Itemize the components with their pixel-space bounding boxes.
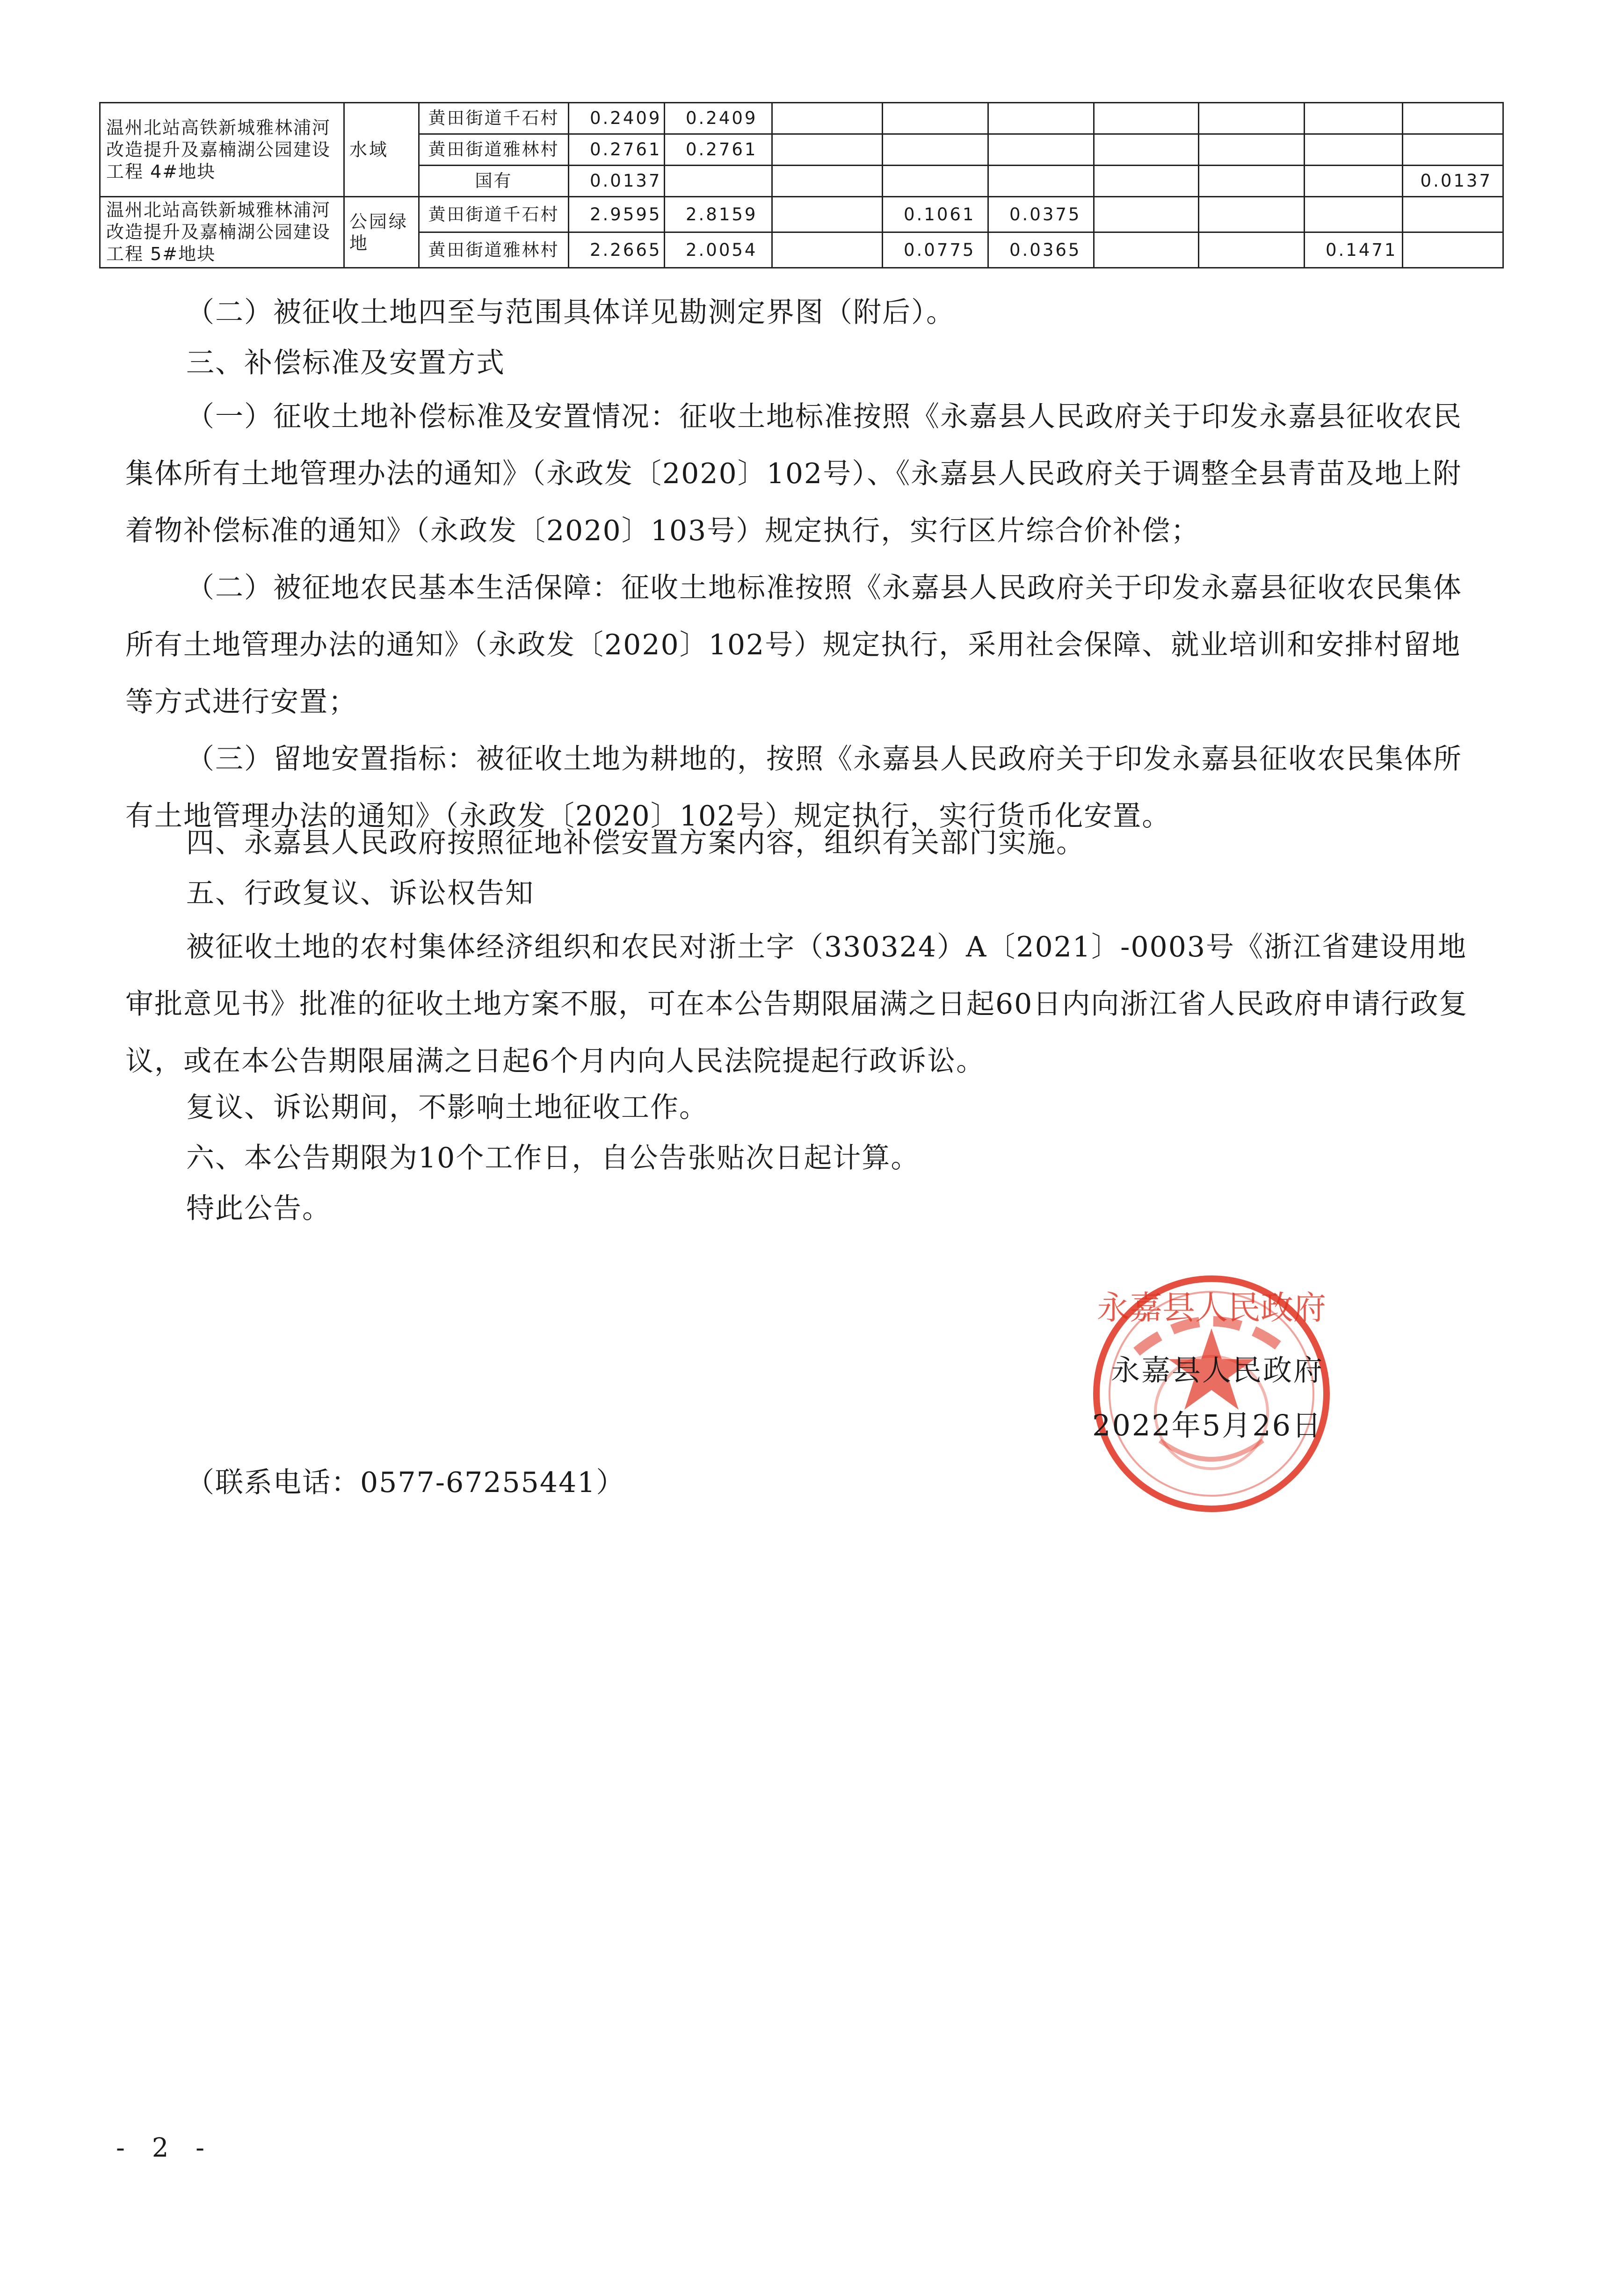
area-cell bbox=[665, 166, 772, 197]
page-number: - 2 - bbox=[116, 2133, 214, 2163]
area-cell bbox=[1094, 197, 1199, 232]
area-cell bbox=[1403, 232, 1503, 268]
area-cell bbox=[1199, 166, 1305, 197]
village-cell: 黄田街道雅林村 bbox=[419, 232, 569, 268]
area-cell bbox=[1094, 232, 1199, 268]
total-area-cell: 0.2409 bbox=[569, 103, 665, 134]
village-cell: 黄田街道千石村 bbox=[419, 197, 569, 232]
area-cell bbox=[883, 134, 988, 166]
closing-paragraph: 特此公告。 bbox=[186, 1192, 331, 1225]
land-use-cell: 水域 bbox=[344, 103, 419, 197]
total-area-cell: 2.2665 bbox=[569, 232, 665, 268]
area-cell bbox=[1199, 197, 1305, 232]
area-cell bbox=[1305, 166, 1403, 197]
land-acquisition-table bbox=[99, 102, 1504, 268]
area-cell: 0.0365 bbox=[988, 232, 1094, 268]
area-cell bbox=[1094, 134, 1199, 166]
boundary-paragraph: （二）被征收土地四至与范围具体详见勘测定界图（附后）。 bbox=[186, 296, 955, 329]
area-cell bbox=[1094, 166, 1199, 197]
area-cell: 0.0375 bbox=[988, 197, 1094, 232]
area-cell bbox=[1094, 103, 1199, 134]
area-cell bbox=[772, 166, 883, 197]
area-cell bbox=[1305, 103, 1403, 134]
area-cell bbox=[772, 197, 883, 232]
section-heading-rights: 五、行政复议、诉讼权告知 bbox=[186, 877, 534, 910]
livelihood-security-paragraph: （二）被征地农民基本生活保障：征收土地标准按照《永嘉县人民政府关于印发永嘉县征收农民集体所有土地管理办法的通知》（永政发〔2020〕102号）规定执行，采用社会保障、就业培训和安排村留地等方式进行安置； bbox=[125, 572, 1462, 718]
project-name-cell: 温州北站高铁新城雅林浦河改造提升及嘉楠湖公园建设工程 5#地块 bbox=[100, 197, 344, 268]
section-heading-compensation: 三、补偿标准及安置方式 bbox=[186, 347, 505, 379]
table-row bbox=[100, 197, 1503, 232]
reserved-land-paragraph: （三）留地安置指标：被征收土地为耕地的，按照《永嘉县人民政府关于印发永嘉县征收农民集体所有土地管理办法的通知》（永政发〔2020〕102号）规定执行，实行货币化安置。 bbox=[125, 743, 1462, 833]
area-cell bbox=[988, 134, 1094, 166]
area-cell bbox=[883, 103, 988, 134]
area-cell bbox=[883, 166, 988, 197]
area-cell: 0.2409 bbox=[665, 103, 772, 134]
notice-period-paragraph: 六、本公告期限为10个工作日，自公告张贴次日起计算。 bbox=[186, 1142, 920, 1174]
area-cell bbox=[1305, 197, 1403, 232]
village-cell: 黄田街道千石村 bbox=[419, 103, 569, 134]
seal-text: 永嘉县人民政府 bbox=[1097, 1289, 1326, 1327]
area-cell bbox=[1199, 134, 1305, 166]
area-cell: 2.0054 bbox=[665, 232, 772, 268]
official-seal bbox=[1090, 1272, 1333, 1515]
appeal-note-paragraph: 复议、诉讼期间，不影响土地征收工作。 bbox=[186, 1091, 708, 1124]
area-cell bbox=[1305, 134, 1403, 166]
total-area-cell: 0.0137 bbox=[569, 166, 665, 197]
appeal-rights-paragraph: 被征收土地的农村集体经济组织和农民对浙土字（330324）A〔2021〕-0003号《浙江省建设用地审批意见书》批准的征收土地方案不服，可在本公告期限届满之日起60日内向浙江省人民政府申请行政复议，或在本公告期限届满之日起6个月内向人民法院提起行政诉讼。 bbox=[125, 931, 1468, 1078]
total-area-cell: 2.9595 bbox=[569, 197, 665, 232]
area-cell bbox=[1403, 103, 1503, 134]
total-area-cell: 0.2761 bbox=[569, 134, 665, 166]
area-cell: 0.1471 bbox=[1305, 232, 1403, 268]
area-cell bbox=[1403, 134, 1503, 166]
signature-organization: 永嘉县人民政府 bbox=[1111, 1353, 1324, 1387]
area-cell: 2.8159 bbox=[665, 197, 772, 232]
area-cell bbox=[772, 103, 883, 134]
area-cell bbox=[1403, 197, 1503, 232]
area-cell bbox=[772, 134, 883, 166]
contact-phone: （联系电话：0577-67255441） bbox=[186, 1466, 625, 1499]
implementation-paragraph: 四、永嘉县人民政府按照征地补偿安置方案内容，组织有关部门实施。 bbox=[186, 826, 1085, 859]
land-use-cell: 公园绿地 bbox=[344, 197, 419, 268]
signature-date: 2022年5月26日 bbox=[1092, 1408, 1323, 1442]
area-cell: 0.0137 bbox=[1403, 166, 1503, 197]
area-cell: 0.2761 bbox=[665, 134, 772, 166]
area-cell bbox=[988, 103, 1094, 134]
area-cell bbox=[1199, 232, 1305, 268]
area-cell bbox=[988, 166, 1094, 197]
village-cell: 黄田街道雅林村 bbox=[419, 134, 569, 166]
compensation-standard-paragraph: （一）征收土地补偿标准及安置情况：征收土地标准按照《永嘉县人民政府关于印发永嘉县征收农民集体所有土地管理办法的通知》（永政发〔2020〕102号）、《永嘉县人民政府关于调整全县青苗及地上附着物补偿标准的通知》（永政发〔2020〕103号）规定执行，实行区片综合价补偿； bbox=[125, 400, 1462, 547]
area-cell bbox=[1199, 103, 1305, 134]
project-name-cell: 温州北站高铁新城雅林浦河改造提升及嘉楠湖公园建设工程 4#地块 bbox=[100, 103, 344, 197]
area-cell: 0.0775 bbox=[883, 232, 988, 268]
area-cell: 0.1061 bbox=[883, 197, 988, 232]
table-row bbox=[100, 103, 1503, 134]
village-cell: 国有 bbox=[419, 166, 569, 197]
area-cell bbox=[772, 232, 883, 268]
